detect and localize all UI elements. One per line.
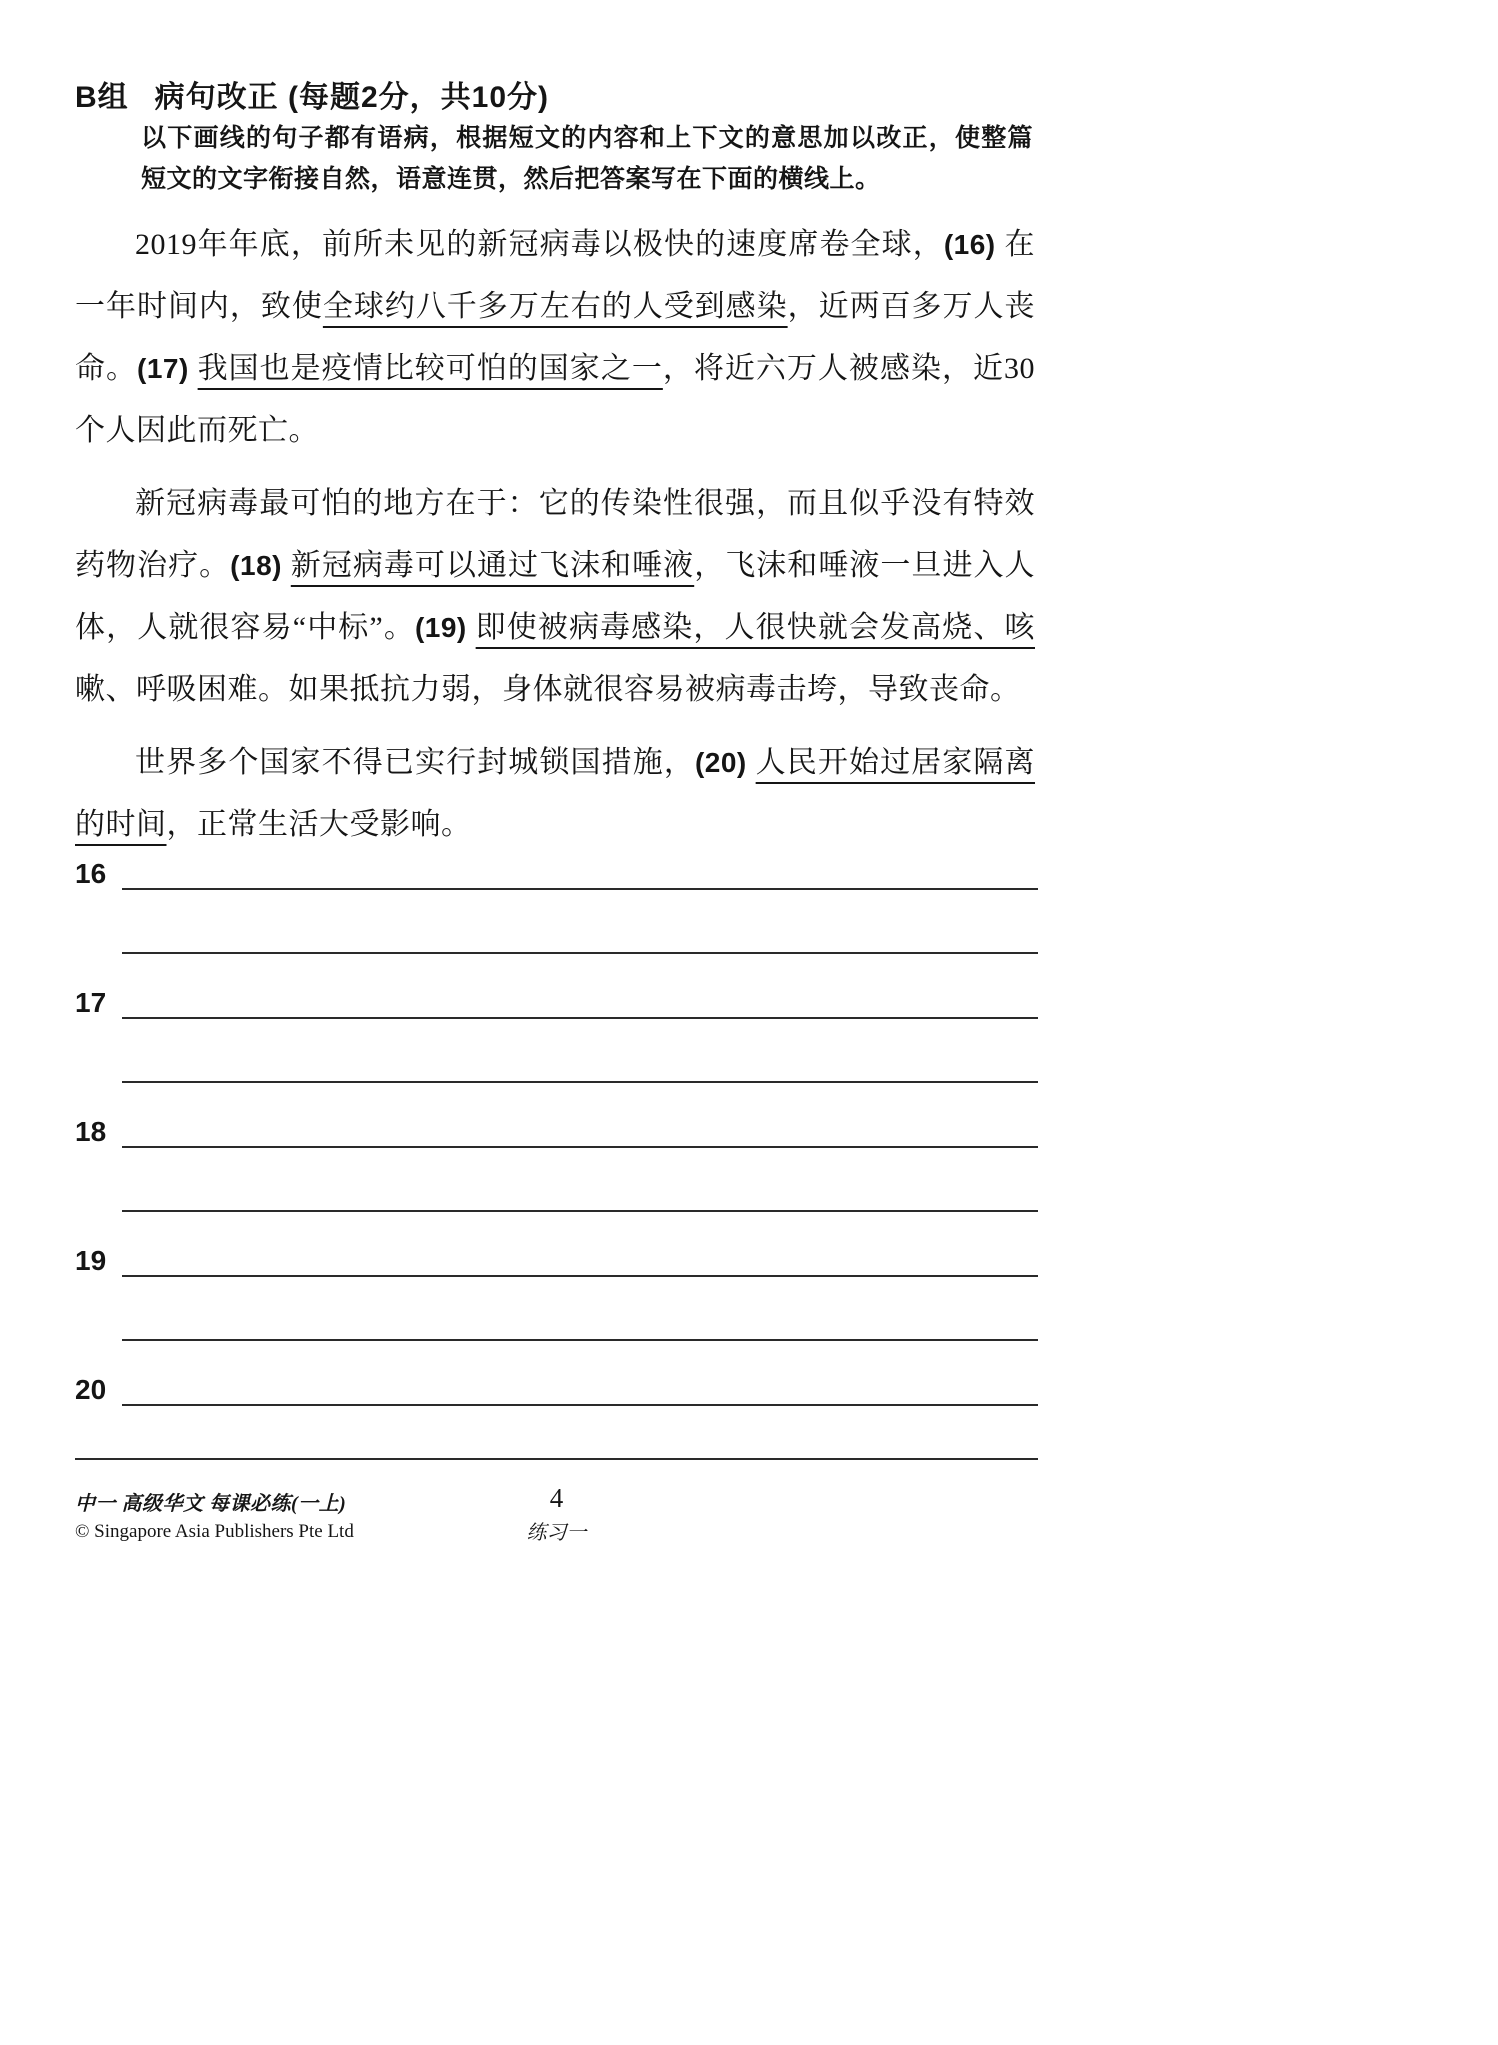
passage-paragraph (75, 473, 1035, 721)
answer-blank-line (122, 858, 1038, 890)
passage-text: 在一年时间内，致使 (75, 228, 1035, 323)
passage-text: ，正常生活大受影响。 (166, 808, 472, 841)
page-number: 4 (549, 1483, 564, 1513)
section-title: 病句改正 (每题2分，共10分) (154, 81, 550, 114)
answer-lines (122, 987, 1038, 1083)
answer-blank-line (122, 987, 1038, 1019)
question-marker: (18) (230, 550, 291, 581)
answer-group (75, 858, 1038, 954)
underlined-error-phrase: 即使被病毒感染，人很快就会发高烧、咳 (475, 611, 1035, 644)
section-header (75, 72, 549, 116)
answer-section (75, 858, 1038, 1439)
underlined-error-phrase: 全球约八千多万左右的人受到感染 (322, 290, 788, 323)
instructions-text: 以下画线的句子都有语病，根据短文的内容和上下文的意思加以改正，使整篇短文的文字衔接自然，语意连贯，然后把答案写在下面的横线上。 (141, 124, 1033, 193)
answer-number: 17 (75, 987, 107, 1018)
passage-text: 2019年年底，前所未见的新冠病毒以极快的速度席卷全球， (135, 228, 944, 261)
footer-divider (75, 1458, 1038, 1460)
underlined-error-phrase: 人民开始过居家隔离的时间 (75, 746, 1036, 841)
answer-blank-line (122, 1019, 1038, 1083)
answer-number: 19 (75, 1245, 107, 1276)
answer-blank-line (122, 1148, 1038, 1212)
passage-paragraph (75, 732, 1035, 856)
answer-blank-line (122, 890, 1038, 954)
passage-text: 新冠病毒最可怕的地方在于：它的传染性很强，而且似乎没有特效药物治疗。 (75, 487, 1035, 582)
passage-text: ，将近六万人被感染，近30个人因此而死亡。 (75, 352, 1036, 447)
exercise-label: 练习一 (526, 1522, 587, 1544)
passage-text: ，近两百多万人丧命。 (75, 290, 1036, 385)
answer-group (75, 1245, 1038, 1341)
question-marker: (16) (943, 229, 1005, 260)
question-marker: (20) (694, 747, 756, 778)
answer-number: 20 (75, 1374, 107, 1405)
answer-number: 18 (75, 1116, 107, 1147)
underlined-error-phrase: 新冠病毒可以通过飞沫和唾液 (290, 549, 695, 582)
answer-blank-line (122, 1116, 1038, 1148)
passage-text: 世界多个国家不得已实行封城锁国措施， (135, 746, 695, 779)
section-label: B组 (75, 81, 129, 114)
answer-lines (122, 1245, 1038, 1341)
copyright-line: © Singapore Asia Publishers Pte Ltd (75, 1521, 354, 1542)
answer-number: 16 (75, 858, 107, 889)
answer-group (75, 1116, 1038, 1212)
answer-blank-line (122, 1374, 1038, 1406)
series-title: 中一 高级华文 每课必练(一上) (75, 1493, 347, 1515)
answer-group (75, 987, 1038, 1083)
answer-lines (122, 1374, 1038, 1406)
answer-lines (122, 1116, 1038, 1212)
passage-paragraph (75, 214, 1035, 462)
answer-group (75, 1374, 1038, 1406)
passage-text: 嗽、呼吸困难。如果抵抗力弱，身体就很容易被病毒击垮，导致丧命。 (75, 673, 1021, 706)
answer-blank-line (122, 1245, 1038, 1277)
underlined-error-phrase: 我国也是疫情比较可怕的国家之一 (197, 352, 663, 385)
answer-blank-line (122, 1277, 1038, 1341)
question-marker: (17) (137, 353, 198, 384)
answer-lines (122, 858, 1038, 954)
footer-center (75, 1483, 1038, 1545)
passage-text: ，飞沫和唾液一旦进入人体，人就很容易“中标”。 (75, 549, 1036, 644)
passage (75, 214, 1035, 867)
question-marker: (19) (414, 612, 476, 643)
